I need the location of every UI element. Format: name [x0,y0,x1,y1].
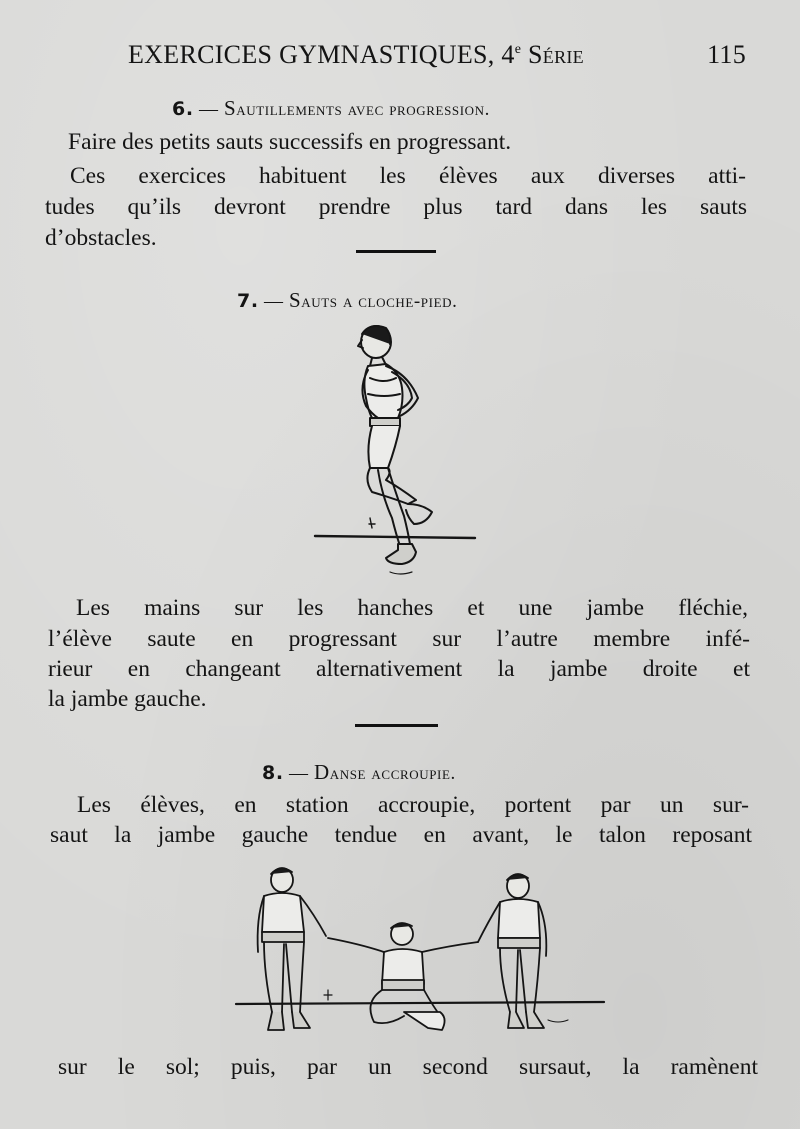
section-7-dash: — [264,291,284,312]
section-7-title-initial: S [288,288,302,312]
section-8-number: 8. [262,762,284,784]
section-6-number: 6. [172,98,194,120]
section-6-title-initial: S [223,96,237,120]
section-8-line-3: sur le sol; puis, par un second sursaut, la ramènent [58,1054,758,1080]
section-6-line-3: tudes qu’ils devront prendre plus tard dans les sauts [45,194,747,220]
section-7-number: 7. [237,290,259,312]
section-6-title: autillements avec progression. [236,99,490,120]
running-head-title: EXERCICES GYMNASTIQUES, 4e Série [128,40,584,69]
middle-boy-figure [328,923,478,1030]
section-7-line-3: rieur en changeant alternativement la jambe droite et [48,656,750,682]
section-8-line-2: saut la jambe gauche tendue en avant, le talon reposant [50,822,752,848]
separator-rule [355,724,438,727]
section-6-line-4: d’obstacles. [45,225,157,251]
running-head-superscript: e [514,42,522,57]
section-7-heading [237,288,457,313]
section-6-line-1: Faire des petits sauts successifs en progressant. [68,129,512,155]
running-head-serie: Série [528,40,584,69]
squat-dance-illustration [228,862,613,1042]
section-8-heading [262,760,456,785]
section-7-line-2: l’élève saute en progressant sur l’autre membre infé- [48,626,750,652]
section-6-line-2: Ces exercices habituent les élèves aux diverses atti- [70,163,746,189]
section-7-title: auts a cloche-pied. [301,291,458,312]
left-boy-figure [258,868,326,1030]
page-number: 115 [707,40,746,69]
section-8-line-1: Les élèves, en station accroupie, portent par un sur- [77,792,749,818]
section-8-dash: — [289,763,309,784]
right-boy-figure [478,874,546,1028]
section-7-line-4: la jambe gauche. [48,686,207,712]
section-8-title: anse accroupie. [329,763,456,784]
section-8-title-initial: D [313,760,330,784]
hopping-figure-illustration [300,318,500,583]
running-head [128,40,748,76]
section-6-dash: — [199,99,219,120]
section-7-line-1: Les mains sur les hanches et une jambe fléchie, [76,595,748,621]
separator-rule [356,250,436,253]
section-6-heading [172,96,490,121]
